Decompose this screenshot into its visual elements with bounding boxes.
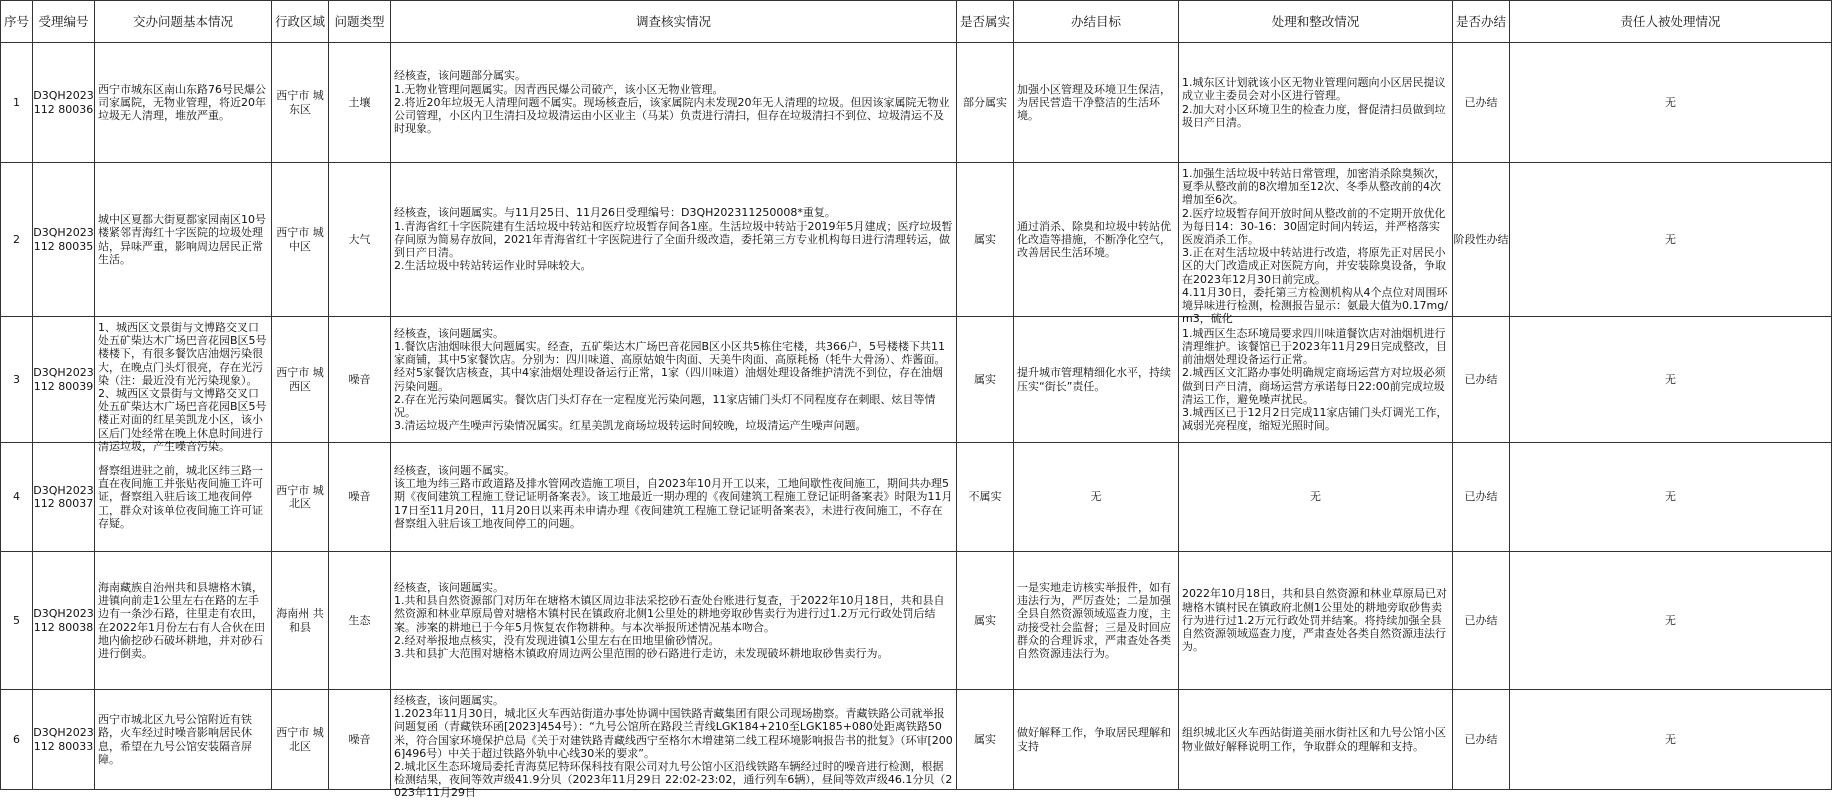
case-type-text: 噪音	[348, 490, 371, 504]
case-done-text: 已办结	[1464, 613, 1498, 627]
case-resp-text: 无	[1665, 732, 1676, 746]
header-investigation: 调查核实情况	[391, 1, 957, 43]
case-type-text: 生态	[348, 613, 371, 627]
header-basic: 交办问题基本情况	[95, 1, 272, 43]
case-region-text: 西宁市 城中区	[276, 226, 324, 253]
case-true-text: 部分属实	[963, 95, 1007, 109]
case-investigation-line: 经核查，该问题属实。与11月25日、11月26日受理编号：D3QH202311250008*重复。	[394, 206, 836, 220]
case-investigation-line: 1.餐饮店油烟味很大问题属实。经查，五矿柴达木广场巴音花园B区小区共5栋住宅楼，共366户，5号楼楼下共11家商铺，其中5家餐饮店。分别为：四川味道、高原姑娘牛肉面、天美牛肉面、高原耗杨（牦牛大骨汤）、炸酱面。经对5家餐饮店核查，其中4家油烟处理设备运行正常，1家（四川味道）油烟处理设备维护清洗不到位，存在油烟污染问题。	[394, 339, 946, 393]
header-region: 行政区域	[272, 1, 329, 43]
header-id: 受理编号	[33, 1, 95, 43]
row-number-text: 1	[13, 95, 20, 109]
case-id	[33, 552, 95, 690]
header-goal: 办结目标	[1014, 1, 1179, 43]
case-region-text: 西宁市 城东区	[276, 89, 324, 116]
case-resp	[1510, 443, 1832, 552]
case-goal	[1014, 443, 1179, 552]
case-investigation	[391, 552, 957, 690]
case-handling-line: 1.城西区生态环境局要求四川味道餐饮店对油烟机进行清理维护。该餐馆已于2023年11月29日完成整改，目前油烟处理设备运行正常。	[1182, 326, 1447, 367]
case-region	[272, 690, 329, 790]
table-row	[1, 443, 1832, 552]
case-handling-line: 2022年10月18日，共和县自然资源和林业草原局已对塘格木镇村民在镇政府北侧1公里处的耕地旁取砂售卖行为进行过1.2万元行政处罚并结案。将持续加强全县自然资源领域巡查力度，严肃查处各类自然资源违法行为。	[1182, 587, 1447, 654]
row-number-text: 3	[13, 372, 20, 386]
case-handling-line: 3.正在对生活垃圾中转站进行改造，将原先正对居民小区的大门改造成正对医院方向，并安装除臭设备，争取在2023年12月30日前完成。	[1182, 246, 1446, 286]
row-number-text: 5	[13, 613, 20, 627]
case-investigation-line: 经核查，该问题属实。	[394, 580, 504, 594]
case-handling-line: 3.城西区已于12月2日完成11家店铺门头灯调光工作，减弱光亮程度，缩短光照时间。	[1182, 405, 1448, 433]
case-investigation-text	[394, 206, 953, 272]
case-handling-text	[1182, 726, 1449, 752]
case-goal-text: 通过消杀、除臭和垃圾中转站优化改造等措施，不断净化空气，改善居民生活环境。	[1017, 219, 1171, 260]
case-resp-text: 无	[1665, 613, 1676, 627]
case-region-text: 海南州 共和县	[276, 607, 324, 634]
case-true	[957, 43, 1014, 163]
header-done: 是否办结	[1453, 1, 1510, 43]
case-basic-text: 海南藏族自治州共和县塘格木镇，进镇向前走1公里左右在路的左手边有一条沙石路，往里走有农田，在2022年1月份左右有人合伙在田地内偷挖砂石破坏耕地，并对砂石进行倒卖。	[98, 580, 265, 660]
case-type	[329, 317, 391, 443]
case-done	[1453, 317, 1510, 443]
case-investigation-line: 3.共和县扩大范围对塘格木镇政府周边两公里范围的砂石路进行走访，未发现破坏耕地取砂售卖行为。	[394, 646, 889, 660]
case-handling-text	[1182, 76, 1449, 129]
case-handling	[1179, 317, 1453, 443]
case-done	[1453, 163, 1510, 317]
case-type	[329, 43, 391, 163]
case-handling-line: 组织城北区火车西站街道美丽水街社区和九号公馆小区物业做好解释说明工作，争取群众的理解和支持。	[1182, 726, 1446, 753]
case-investigation-line: 2.将近20年垃圾无人清理问题不属实。现场核查后，该家属院内未发现20年无人清理的垃圾。但因该家属院无物业公司管理，小区内卫生清扫及垃圾清运由小区业主（马某）负责进行清扫，但存在垃圾清扫不到位、垃圾清运不及时现象。	[394, 95, 950, 136]
case-investigation-line: 2.存在光污染问题属实。餐饮店门头灯存在一定程度光污染问题，11家店铺门头灯不同程度存在刺眼、炫目等情况。	[394, 392, 936, 419]
case-true	[957, 690, 1014, 790]
table-row	[1, 43, 1832, 163]
case-investigation	[391, 163, 957, 317]
case-id-text: D3QH2023112 80033	[33, 726, 94, 753]
row-number	[1, 43, 33, 163]
case-region	[272, 43, 329, 163]
case-goal	[1014, 690, 1179, 790]
case-goal-text: 提升城市管理精细化水平，持续压实“街长”责任。	[1017, 366, 1171, 393]
case-investigation-line: 1.青海省红十字医院建有生活垃圾中转站和医疗垃圾暂存间各1座。生活垃圾中转站于2019年5月建成；医疗垃圾暂存间原为简易存放间，2021年青海省红十字医院进行了全面升级改造，委托第三方专业机构每日进行清理转运，做到日产日清。	[394, 219, 953, 260]
case-goal-text: 一是实地走访核实举报件，如有违法行为，严厉查处；二是加强全县自然资源领域巡查力度，主动接受社会监督；三是及时回应群众的合理诉求，严肃查处各类自然资源违法行为。	[1017, 580, 1171, 660]
case-investigation-line: 经核查，该问题属实。	[394, 694, 504, 707]
case-handling-text	[1182, 490, 1449, 503]
case-handling-line: 1.城东区计划就该小区无物业管理问题向小区居民提议成立业主委员会对小区进行管理。	[1182, 76, 1446, 103]
case-goal-text: 做好解释工作，争取居民理解和支持	[1017, 726, 1171, 753]
case-id-text: D3QH2023112 80035	[33, 226, 94, 253]
case-investigation-text	[394, 581, 953, 660]
case-handling-line: 2.加大对小区环境卫生的检查力度，督促清扫员做到垃圾日产日清。	[1182, 102, 1446, 129]
case-resp-text: 无	[1665, 372, 1676, 386]
case-region-text: 西宁市 城西区	[276, 366, 324, 393]
case-goal	[1014, 552, 1179, 690]
case-basic	[95, 443, 272, 552]
row-number	[1, 163, 33, 317]
table-row	[1, 317, 1832, 443]
case-investigation-line: 经核查，该问题属实。	[394, 326, 504, 340]
table-row	[1, 690, 1832, 790]
case-done-text: 已办结	[1464, 732, 1498, 746]
header-true: 是否属实	[957, 1, 1014, 43]
case-basic-text: 1、城西区文景街与文博路交叉口处五矿柴达木广场巴音花园B区5号楼楼下，有很多餐饮店油烟污染很大，在晚点门头灯很亮，存在光污染（注：最近没有光污染现象）。2、城西区文景街与文博路交叉口处五矿柴达木广场巴音花园B区5号楼正对面的红星美凯龙小区，该小区后门处经常在晚上休息时间进行清运垃圾，产生噪音污染。	[98, 321, 267, 453]
row-number	[1, 317, 33, 443]
header-type: 问题类型	[329, 1, 391, 43]
case-done-text: 已办结	[1464, 95, 1498, 109]
case-handling	[1179, 163, 1453, 326]
case-investigation-line: 1.2023年11月30日，城北区火车西站街道办事处协调中国铁路青藏集团有限公司现场勘察。青藏铁路公司就举报问题复函（青藏铁环函[2023]454号）：“九号公馆所在路段兰青线LGK184+210至LGK185+080处距离铁路50米，符合国家环境保护总局《关于对建铁路青藏线西宁至格尔木增建第二线工程环境影响报告书的批复》（环审[2006]496号）中关于超过铁路外轨中心线30米的要求”。	[394, 707, 953, 760]
case-type-text: 大气	[348, 232, 371, 246]
row-number	[1, 552, 33, 690]
case-resp	[1510, 317, 1832, 443]
case-investigation-line: 经核查，该问题不属实。	[394, 463, 515, 477]
case-investigation-line: 经核查，该问题部分属实。	[394, 69, 526, 83]
case-resp-text: 无	[1665, 232, 1676, 246]
row-number-text: 6	[13, 732, 20, 746]
case-id-text: D3QH2023112 80037	[33, 483, 94, 510]
case-investigation	[391, 443, 957, 552]
case-investigation-text	[394, 327, 953, 433]
case-true-text: 属实	[974, 732, 996, 746]
case-goal-text: 无	[1090, 490, 1102, 504]
case-true-text: 不属实	[968, 490, 1002, 504]
case-handling-text	[1182, 587, 1449, 653]
case-id-text: D3QH2023112 80036	[33, 89, 94, 116]
case-id	[33, 43, 95, 163]
case-done	[1453, 552, 1510, 690]
case-type-text: 土壤	[348, 95, 371, 109]
case-basic	[95, 163, 272, 317]
case-handling	[1179, 443, 1453, 552]
case-id	[33, 690, 95, 790]
case-type	[329, 163, 391, 317]
case-investigation-line: 该工地为纬三路市政道路及排水管网改造施工项目，自2023年10月开工以来，工地间歇性夜间施工，期间共办理5期《夜间建筑工程施工登记证明备案表》。该工地最近一期办理的《夜间建筑工程施工登记证明备案表》时限为11月17日至11月20日，11月20日以来再未申请办理《夜间建筑工程施工登记证明备案表》，未进行夜间施工，不存在督察组入驻后该工地夜间停工的问题。	[394, 477, 953, 530]
case-basic	[95, 552, 272, 690]
case-investigation-line: 2.城北区生态环境局委托青海莫尼特环保科技有限公司对九号公馆小区沿线铁路车辆经过时的噪音进行检测，根据检测结果，夜间等效声级41.9分贝（2023年11月29日 22:02-23:02，通行列车6辆），昼间等效声级46.1分贝（2023年11月29日	[394, 760, 953, 800]
case-basic-text: 督察组进驻之前，城北区纬三路一直在夜间施工并张贴夜间施工许可证，督察组入驻后该工地夜间停工，群众对该单位夜间施工许可证存疑。	[98, 463, 263, 530]
case-investigation-text	[394, 694, 953, 800]
case-handling	[1179, 690, 1453, 790]
row-number	[1, 443, 33, 552]
case-done	[1453, 690, 1510, 790]
case-goal	[1014, 43, 1179, 163]
case-investigation-line: 1.共和县自然资源部门对历年在塘格木镇区周边非法采挖砂石查处台账进行复查，于2022年10月18日，共和县自然资源和林业草原局曾对塘格木镇村民在镇政府北侧1公里处的耕地旁取砂售卖行为进行过1.2万元行政处罚后结案。涉案的耕地已于今年5月恢复农作物耕种。与本次举报所述情况基本吻合。	[394, 594, 945, 634]
case-id	[33, 317, 95, 443]
case-goal	[1014, 317, 1179, 443]
case-region	[272, 317, 329, 443]
case-handling	[1179, 552, 1453, 690]
case-basic	[95, 43, 272, 163]
row-number-text: 2	[13, 232, 20, 246]
case-investigation-text	[394, 69, 953, 135]
case-resp-text: 无	[1665, 490, 1676, 504]
case-done-text: 已办结	[1464, 490, 1498, 504]
case-basic-text: 城中区夏都大街夏都家园南区10号楼紧邻青海红十字医院的垃圾处理站，异味严重，影响周边居民正常生活。	[98, 213, 266, 266]
case-type	[329, 443, 391, 552]
case-goal-text: 加强小区管理及环境卫生保洁，为居民营造干净整洁的生活环境。	[1017, 82, 1171, 123]
case-investigation	[391, 317, 957, 443]
case-investigation-line: 2.生活垃圾中转站转运作业时异味较大。	[394, 259, 592, 273]
row-number-text: 4	[13, 490, 20, 504]
case-investigation-text	[394, 464, 953, 530]
header-no: 序号	[1, 1, 33, 43]
case-investigation-line: 1.无物业管理问题属实。因青西民爆公司破产，该小区无物业管理。	[394, 82, 724, 96]
case-true	[957, 552, 1014, 690]
case-handling-text	[1182, 167, 1449, 326]
case-basic-text: 西宁市城北区九号公馆附近有铁路，火车经过时噪音影响居民休息，希望在九号公馆安装隔音屏障。	[98, 713, 252, 766]
case-type	[329, 552, 391, 690]
case-resp	[1510, 552, 1832, 690]
header-resp: 责任人被处理情况	[1510, 1, 1832, 43]
row-number	[1, 690, 33, 790]
case-investigation-line: 3.清运垃圾产生噪声污染情况属实。红星美凯龙商场垃圾转运时间较晚，垃圾清运产生噪声问题。	[394, 419, 867, 433]
header-row	[1, 1, 1832, 43]
case-done	[1453, 443, 1510, 552]
case-goal	[1014, 163, 1179, 317]
case-id-text: D3QH2023112 80038	[33, 607, 94, 634]
case-true-text: 属实	[974, 613, 996, 627]
case-region	[272, 443, 329, 552]
case-basic-text: 西宁市城东区南山东路76号民爆公司家属院，无物业管理，将近20年垃圾无人清理，堆放严重。	[98, 82, 266, 123]
case-region-text: 西宁市 城北区	[276, 726, 324, 753]
case-investigation	[391, 43, 957, 163]
case-region	[272, 163, 329, 317]
case-handling-line: 2.城西区文汇路办事处明确规定商场运营方对垃圾必须做到日产日清，商场运营方承诺每日22:00前完成垃圾清运工作，避免噪声扰民。	[1182, 366, 1446, 406]
header-handling: 处理和整改情况	[1179, 1, 1453, 43]
table-row	[1, 552, 1832, 690]
case-done-text: 阶段性办结	[1453, 232, 1509, 246]
case-handling-line: 4.11月30日，委托第三方检测机构从4个点位对周围环境异味进行检测，检测报告显示：氨最大值为0.17mg/m3，硫化	[1182, 285, 1448, 326]
table-row	[1, 163, 1832, 317]
case-handling-line: 1.加强生活垃圾中转站日常管理，加密消杀除臭频次，夏季从整改前的8次增加至12次、冬季从整改前的4次增加至6次。	[1182, 167, 1446, 207]
case-basic	[95, 317, 272, 453]
case-true	[957, 317, 1014, 443]
case-handling	[1179, 43, 1453, 163]
case-done	[1453, 43, 1510, 163]
case-type-text: 噪音	[348, 372, 371, 386]
case-region-text: 西宁市 城北区	[276, 483, 324, 510]
case-resp-text: 无	[1665, 95, 1676, 109]
case-resp	[1510, 43, 1832, 163]
case-type-text: 噪音	[348, 732, 371, 746]
case-id	[33, 443, 95, 552]
case-resp	[1510, 163, 1832, 317]
case-id	[33, 163, 95, 317]
case-handling-line: 无	[1310, 490, 1321, 504]
case-basic	[95, 690, 272, 790]
case-true-text: 属实	[974, 372, 996, 386]
case-id-text: D3QH2023112 80039	[33, 366, 94, 393]
case-handling-line: 2.医疗垃圾暂存间开放时间从整改前的不定期开放优化为每日14：30-16：30固定时间内转运，并严格落实医废消杀工作。	[1182, 206, 1446, 247]
case-region	[272, 552, 329, 690]
case-true	[957, 443, 1014, 552]
case-handling-text	[1182, 327, 1449, 433]
case-investigation	[391, 690, 957, 800]
case-done-text: 已办结	[1464, 372, 1498, 386]
case-resp	[1510, 690, 1832, 790]
case-true	[957, 163, 1014, 317]
case-investigation-line: 2.经对举报地点核实，没有发现进镇1公里左右在田地里偷砂情况。	[394, 633, 720, 647]
case-true-text: 属实	[974, 232, 996, 246]
case-type	[329, 690, 391, 790]
